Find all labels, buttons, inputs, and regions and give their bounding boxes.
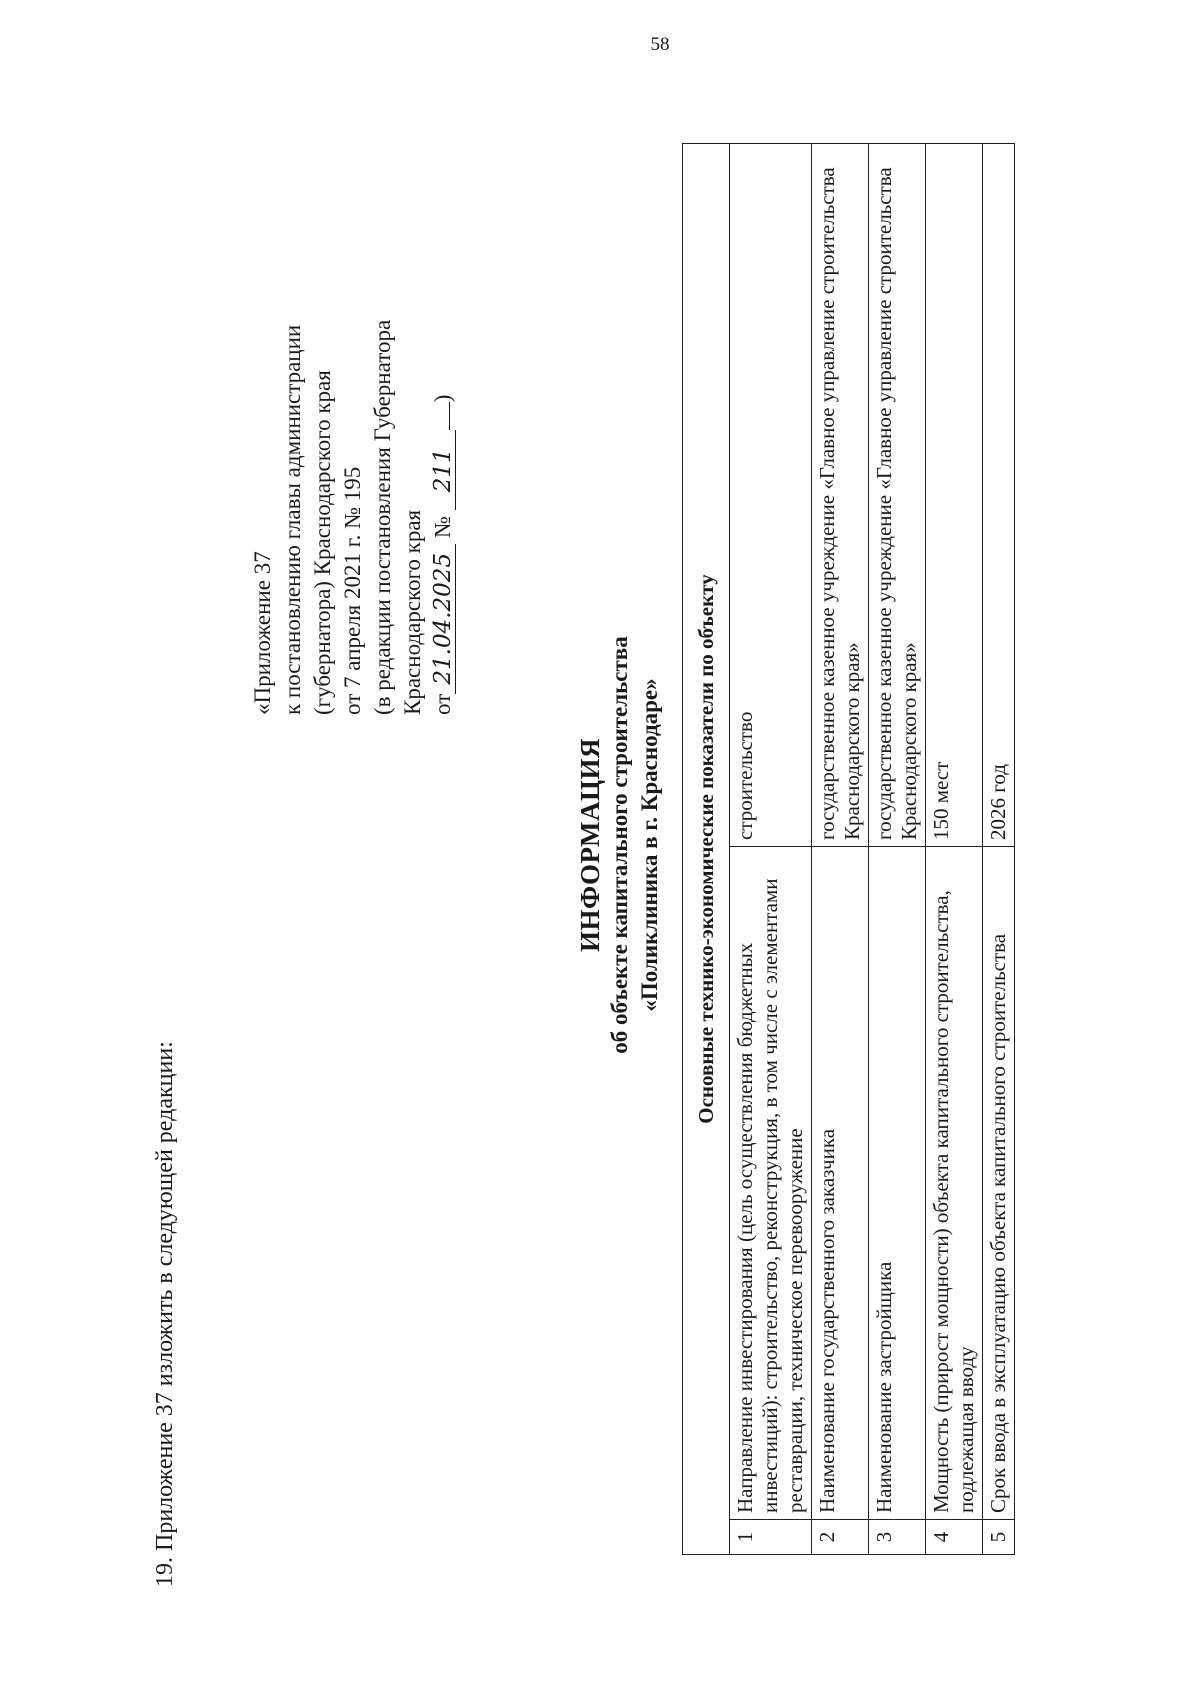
title-line: «Поликлиника в г. Краснодаре» (637, 678, 662, 1012)
table-row (983, 144, 1015, 1555)
table-row (926, 144, 983, 1555)
row-label: Направление инвестирования (цель осуществления бюджетных инвестиций): строительство, реконструкция, в том числе с элементами реставрации, техническое перевооружение (730, 847, 812, 1520)
appendix-line: от 7 апреля 2021 г. № 195 (340, 466, 365, 715)
table-row (869, 144, 926, 1555)
title-main: ИНФОРМАЦИЯ (575, 738, 605, 952)
blank-underline (449, 402, 450, 430)
row-value: 150 мест (926, 144, 983, 847)
row-label: Наименование застройщика (869, 847, 926, 1520)
table-header-row (683, 144, 730, 1555)
table-row (730, 144, 812, 1555)
handwritten-date: 21.04.2025 (431, 544, 456, 694)
table-header: Основные технико-экономические показатели по объекту (683, 144, 730, 1555)
row-label: Наименование государственного заказчика (812, 847, 869, 1520)
close-paren: ) (430, 394, 455, 403)
row-number: 4 (926, 1520, 983, 1555)
table-row (812, 144, 869, 1555)
appendix-line: к постановлению главы администрации (280, 324, 305, 715)
document-title (575, 95, 665, 1595)
row-number: 5 (983, 1520, 1015, 1555)
row-number: 1 (730, 1520, 812, 1555)
appendix-line: (губернатора) Краснодарского края (310, 370, 335, 715)
row-number: 3 (869, 1520, 926, 1555)
from-prefix: от (430, 693, 455, 715)
appendix-line: «Приложение 37 (250, 551, 275, 715)
intro-text: 19. Приложение 37 изложить в следующей редакции: (152, 1041, 178, 1587)
appendix-line: Краснодарского края (400, 509, 425, 715)
indicators-table (682, 143, 1015, 1555)
rotated-content (110, 95, 1130, 1595)
number-prefix: № (430, 516, 455, 538)
appendix-header (248, 115, 458, 715)
row-value: государственное казенное учреждение «Главное управление строительства Краснодарского края» (812, 144, 869, 847)
appendix-line: (в редакции постановления Губернатора (370, 319, 395, 715)
row-value: 2026 год (983, 144, 1015, 847)
handwritten-number: 211 (431, 430, 456, 510)
title-line: об объекте капитального строительства (607, 636, 632, 1054)
appendix-date-line (428, 115, 458, 715)
row-label: Мощность (прирост мощности) объекта капитального строительства, подлежащая вводу (926, 847, 983, 1520)
row-value: государственное казенное учреждение «Главное управление строительства Краснодарского края» (869, 144, 926, 847)
row-value: строительство (730, 144, 812, 847)
row-number: 2 (812, 1520, 869, 1555)
page-number: 58 (650, 34, 670, 55)
row-label: Срок ввода в эксплуатацию объекта капитального строительства (983, 847, 1015, 1520)
